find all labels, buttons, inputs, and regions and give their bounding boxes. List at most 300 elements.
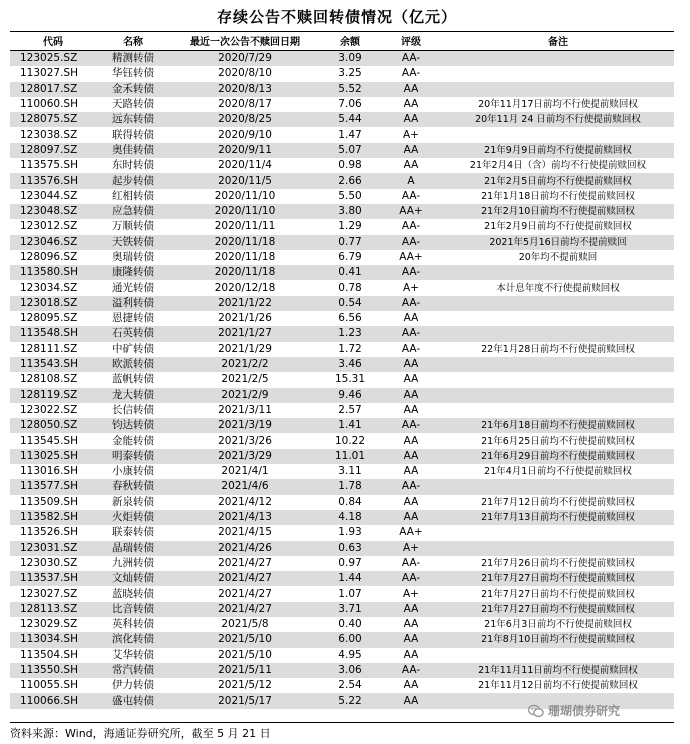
cell-code: 123044.SZ (10, 189, 96, 204)
cell-rating: AA+ (380, 204, 442, 219)
cell-code: 123025.SZ (10, 51, 96, 67)
cell-rating: AA (380, 693, 442, 708)
cell-balance: 6.00 (320, 632, 380, 647)
cell-date: 2021/2/9 (170, 388, 320, 403)
cell-rating: AA- (380, 479, 442, 494)
table-row (10, 602, 674, 617)
cell-note (442, 326, 674, 341)
cell-rating: AA (380, 495, 442, 510)
cell-rating: AA- (380, 342, 442, 357)
cell-note: 22年1月28日前均不行使提前赎回权 (442, 342, 674, 357)
cell-date: 2021/4/27 (170, 602, 320, 617)
cell-name: 通光转债 (96, 280, 170, 295)
header-row (10, 35, 674, 51)
cell-name: 龙大转债 (96, 388, 170, 403)
cell-balance: 0.63 (320, 541, 380, 556)
cell-name: 蓝帆转债 (96, 372, 170, 387)
cell-code: 113575.SH (10, 158, 96, 173)
cell-code: 123018.SZ (10, 296, 96, 311)
cell-rating: AA (380, 464, 442, 479)
table-row (10, 541, 674, 556)
table-row (10, 571, 674, 586)
cell-date: 2020/11/10 (170, 189, 320, 204)
cell-code: 123038.SZ (10, 127, 96, 142)
cell-date: 2020/9/11 (170, 143, 320, 158)
cell-rating: AA (380, 617, 442, 632)
cell-balance: 1.93 (320, 525, 380, 540)
cell-code: 123046.SZ (10, 235, 96, 250)
cell-date: 2021/1/27 (170, 326, 320, 341)
cell-rating: AA (380, 143, 442, 158)
cell-name: 盛屯转债 (96, 693, 170, 708)
cell-date: 2021/5/12 (170, 678, 320, 693)
cell-note: 21年7月26日前均不行使提前赎回权 (442, 556, 674, 571)
cell-balance: 1.07 (320, 586, 380, 601)
cell-note: 20年11月 24 日前均不行使提前赎回权 (442, 112, 674, 127)
cell-code: 123031.SZ (10, 541, 96, 556)
table-row (10, 525, 674, 540)
table-row (10, 388, 674, 403)
cell-date: 2020/8/17 (170, 97, 320, 112)
cell-code: 113537.SH (10, 571, 96, 586)
cell-rating: AA (380, 678, 442, 693)
table-row (10, 663, 674, 678)
cell-note (442, 541, 674, 556)
cell-name: 欧派转债 (96, 357, 170, 372)
cell-rating: AA (380, 82, 442, 97)
cell-date: 2020/8/10 (170, 66, 320, 81)
cell-date: 2021/1/29 (170, 342, 320, 357)
table-body (10, 51, 674, 709)
table-row (10, 311, 674, 326)
cell-balance: 0.84 (320, 495, 380, 510)
cell-note (442, 372, 674, 387)
cell-date: 2021/4/12 (170, 495, 320, 510)
cell-date: 2021/5/17 (170, 693, 320, 708)
cell-name: 红相转债 (96, 189, 170, 204)
cell-code: 113504.SH (10, 648, 96, 663)
cell-note: 21年2月4日（含）前均不行使提前赎回权 (442, 158, 674, 173)
cell-code: 128075.SZ (10, 112, 96, 127)
cell-code: 113509.SH (10, 495, 96, 510)
cell-code: 123029.SZ (10, 617, 96, 632)
cell-balance: 7.06 (320, 97, 380, 112)
cell-note (442, 311, 674, 326)
table-row (10, 51, 674, 67)
cell-code: 123027.SZ (10, 586, 96, 601)
cell-balance: 1.78 (320, 479, 380, 494)
cell-name: 比音转债 (96, 602, 170, 617)
cell-balance: 0.54 (320, 296, 380, 311)
cell-code: 128111.SZ (10, 342, 96, 357)
header-date: 最近一次公告不赎回日期 (170, 35, 320, 51)
cell-code: 123048.SZ (10, 204, 96, 219)
cell-balance: 3.25 (320, 66, 380, 81)
cell-date: 2021/2/2 (170, 357, 320, 372)
table-row (10, 326, 674, 341)
cell-code: 113027.SH (10, 66, 96, 81)
cell-rating: AA- (380, 571, 442, 586)
cell-balance: 3.80 (320, 204, 380, 219)
table-row (10, 495, 674, 510)
cell-note: 21年2月10日前均不行使提前赎回权 (442, 204, 674, 219)
cell-date: 2020/11/18 (170, 250, 320, 265)
cell-rating: A+ (380, 127, 442, 142)
cell-date: 2020/7/29 (170, 51, 320, 67)
table-container (10, 35, 674, 709)
cell-rating: AA- (380, 235, 442, 250)
cell-name: 起步转债 (96, 173, 170, 188)
table-row (10, 556, 674, 571)
cell-date: 2020/11/11 (170, 219, 320, 234)
table-row (10, 479, 674, 494)
table-row (10, 280, 674, 295)
cell-code: 110066.SH (10, 693, 96, 708)
cell-name: 金能转债 (96, 433, 170, 448)
cell-date: 2020/8/13 (170, 82, 320, 97)
cell-name: 春秋转债 (96, 479, 170, 494)
table-row (10, 235, 674, 250)
cell-rating: A+ (380, 586, 442, 601)
header-code: 代码 (10, 35, 96, 51)
cell-balance: 1.29 (320, 219, 380, 234)
cell-note (442, 265, 674, 280)
cell-balance: 2.54 (320, 678, 380, 693)
cell-rating: AA (380, 388, 442, 403)
cell-date: 2021/1/26 (170, 311, 320, 326)
cell-name: 天路转债 (96, 97, 170, 112)
cell-note: 21年7月12日前均不行使提前赎回权 (442, 495, 674, 510)
table-row (10, 143, 674, 158)
cell-rating: AA+ (380, 250, 442, 265)
cell-code: 128096.SZ (10, 250, 96, 265)
cell-name: 天铁转债 (96, 235, 170, 250)
top-rule (10, 31, 674, 32)
cell-note: 21年7月27日前均不行使提前赎回权 (442, 571, 674, 586)
cell-rating: AA (380, 97, 442, 112)
cell-note: 21年6月18日前均不行使提前赎回权 (442, 418, 674, 433)
cell-balance: 0.77 (320, 235, 380, 250)
cell-name: 万顺转债 (96, 219, 170, 234)
cell-rating: AA- (380, 51, 442, 67)
cell-balance: 3.71 (320, 602, 380, 617)
cell-name: 钧达转债 (96, 418, 170, 433)
cell-note (442, 648, 674, 663)
cell-balance: 6.79 (320, 250, 380, 265)
cell-name: 东时转债 (96, 158, 170, 173)
cell-note (442, 127, 674, 142)
cell-rating: AA- (380, 418, 442, 433)
table-row (10, 189, 674, 204)
cell-code: 113526.SH (10, 525, 96, 540)
cell-balance: 3.06 (320, 663, 380, 678)
cell-name: 联得转债 (96, 127, 170, 142)
cell-note: 21年7月13日前均不行使提前赎回权 (442, 510, 674, 525)
cell-note: 21年8月10日前均不行使提前赎回权 (442, 632, 674, 647)
cell-name: 金禾转债 (96, 82, 170, 97)
table-row (10, 403, 674, 418)
cell-rating: AA- (380, 326, 442, 341)
cell-name: 中矿转债 (96, 342, 170, 357)
cell-name: 联泰转债 (96, 525, 170, 540)
cell-balance: 3.09 (320, 51, 380, 67)
cell-balance: 10.22 (320, 433, 380, 448)
cell-balance: 15.31 (320, 372, 380, 387)
cell-code: 113016.SH (10, 464, 96, 479)
cell-code: 128119.SZ (10, 388, 96, 403)
cell-balance: 4.18 (320, 510, 380, 525)
table-row (10, 586, 674, 601)
cell-balance: 0.40 (320, 617, 380, 632)
cell-name: 恩捷转债 (96, 311, 170, 326)
cell-note: 21年11月12日前均不行使提前赎回权 (442, 678, 674, 693)
cell-date: 2020/9/10 (170, 127, 320, 142)
cell-rating: AA (380, 311, 442, 326)
cell-date: 2021/4/6 (170, 479, 320, 494)
table-row (10, 127, 674, 142)
cell-balance: 4.95 (320, 648, 380, 663)
table-row (10, 265, 674, 280)
cell-name: 应急转债 (96, 204, 170, 219)
watermark (528, 702, 620, 719)
cell-date: 2020/8/25 (170, 112, 320, 127)
table-row (10, 632, 674, 647)
cell-code: 123012.SZ (10, 219, 96, 234)
cell-name: 新泉转债 (96, 495, 170, 510)
cell-balance: 5.44 (320, 112, 380, 127)
cell-note: 2021年5月16日前均不提前赎回 (442, 235, 674, 250)
table-row (10, 648, 674, 663)
table-row (10, 296, 674, 311)
cell-note: 21年6月29日前均不行使提前赎回权 (442, 449, 674, 464)
cell-rating: AA (380, 449, 442, 464)
cell-date: 2021/3/11 (170, 403, 320, 418)
cell-note: 21年7月27日前均不行使提前赎回权 (442, 586, 674, 601)
cell-name: 晶瑞转债 (96, 541, 170, 556)
cell-date: 2020/11/10 (170, 204, 320, 219)
cell-date: 2021/3/29 (170, 449, 320, 464)
cell-code: 128113.SZ (10, 602, 96, 617)
cell-name: 奥瑞转债 (96, 250, 170, 265)
cell-date: 2021/4/27 (170, 556, 320, 571)
cell-code: 113025.SH (10, 449, 96, 464)
cell-code: 113034.SH (10, 632, 96, 647)
cell-date: 2020/11/18 (170, 265, 320, 280)
cell-code: 110060.SH (10, 97, 96, 112)
cell-date: 2021/5/10 (170, 632, 320, 647)
cell-balance: 0.78 (320, 280, 380, 295)
cell-code: 123034.SZ (10, 280, 96, 295)
cell-name: 蓝晓转债 (96, 586, 170, 601)
cell-balance: 1.47 (320, 127, 380, 142)
cell-note (442, 525, 674, 540)
table-row (10, 173, 674, 188)
cell-balance: 1.41 (320, 418, 380, 433)
cell-name: 文灿转债 (96, 571, 170, 586)
bottom-rule (10, 722, 674, 723)
watermark-text: 珊瑚债券研究 (548, 704, 621, 718)
cell-rating: AA (380, 357, 442, 372)
cell-balance: 0.41 (320, 265, 380, 280)
cell-name: 长信转债 (96, 403, 170, 418)
table-row (10, 112, 674, 127)
cell-note: 21年1月18日前均不行使提前赎回权 (442, 189, 674, 204)
cell-name: 滨化转债 (96, 632, 170, 647)
cell-date: 2021/5/10 (170, 648, 320, 663)
cell-rating: AA (380, 648, 442, 663)
cell-note: 21年2月5日前均不行使提前赎回权 (442, 173, 674, 188)
cell-date: 2020/12/18 (170, 280, 320, 295)
cell-note: 21年6月25日前均不行使提前赎回权 (442, 433, 674, 448)
cell-balance: 3.46 (320, 357, 380, 372)
cell-date: 2021/4/27 (170, 571, 320, 586)
cell-note: 21年6月3日前均不行使提前赎回权 (442, 617, 674, 632)
cell-code: 128017.SZ (10, 82, 96, 97)
cell-rating: AA- (380, 189, 442, 204)
cell-note: 20年均不提前赎回 (442, 250, 674, 265)
cell-name: 常汽转债 (96, 663, 170, 678)
cell-note: 21年11月11日前均不行使提前赎回权 (442, 663, 674, 678)
cell-name: 火炬转债 (96, 510, 170, 525)
cell-note (442, 479, 674, 494)
cell-name: 远东转债 (96, 112, 170, 127)
cell-name: 艾华转债 (96, 648, 170, 663)
cell-note (442, 357, 674, 372)
cell-rating: AA- (380, 296, 442, 311)
cell-rating: AA- (380, 265, 442, 280)
cell-date: 2021/4/26 (170, 541, 320, 556)
source-note: 资料来源：Wind，海通证券研究所，截至 5 月 21 日 (10, 727, 271, 740)
cell-name: 奥佳转债 (96, 143, 170, 158)
cell-note (442, 403, 674, 418)
cell-date: 2021/4/1 (170, 464, 320, 479)
cell-rating: AA (380, 632, 442, 647)
cell-name: 九洲转债 (96, 556, 170, 571)
table-row (10, 82, 674, 97)
table-row (10, 250, 674, 265)
cell-code: 113550.SH (10, 663, 96, 678)
cell-rating: AA (380, 403, 442, 418)
cell-date: 2021/4/13 (170, 510, 320, 525)
cell-name: 石英转债 (96, 326, 170, 341)
cell-date: 2021/3/19 (170, 418, 320, 433)
cell-date: 2021/3/26 (170, 433, 320, 448)
cell-rating: AA (380, 112, 442, 127)
cell-rating: AA (380, 158, 442, 173)
cell-note (442, 388, 674, 403)
cell-rating: AA- (380, 219, 442, 234)
cell-code: 113543.SH (10, 357, 96, 372)
cell-balance: 5.52 (320, 82, 380, 97)
cell-name: 华钰转债 (96, 66, 170, 81)
cell-code: 113582.SH (10, 510, 96, 525)
cell-date: 2020/11/18 (170, 235, 320, 250)
table-row (10, 464, 674, 479)
cell-name: 明泰转债 (96, 449, 170, 464)
cell-name: 伊力转债 (96, 678, 170, 693)
table-row (10, 449, 674, 464)
table-row (10, 66, 674, 81)
cell-balance: 1.23 (320, 326, 380, 341)
cell-code: 113576.SH (10, 173, 96, 188)
cell-note: 20年11月17日前均不行使提前赎回权 (442, 97, 674, 112)
cell-note: 21年4月1日前均不行使提前赎回权 (442, 464, 674, 479)
cell-name: 英科转债 (96, 617, 170, 632)
header-rating: 评级 (380, 35, 442, 51)
table-row (10, 357, 674, 372)
cell-balance: 5.07 (320, 143, 380, 158)
cell-balance: 2.57 (320, 403, 380, 418)
table-row (10, 219, 674, 234)
cell-name: 康隆转债 (96, 265, 170, 280)
cell-rating: AA- (380, 556, 442, 571)
cell-note (442, 82, 674, 97)
cell-rating: AA (380, 433, 442, 448)
bond-table (10, 35, 674, 709)
cell-balance: 2.66 (320, 173, 380, 188)
cell-balance: 5.22 (320, 693, 380, 708)
table-row (10, 510, 674, 525)
table-row (10, 158, 674, 173)
table-row (10, 97, 674, 112)
cell-balance: 1.72 (320, 342, 380, 357)
cell-balance: 6.56 (320, 311, 380, 326)
table-row (10, 342, 674, 357)
cell-rating: A (380, 173, 442, 188)
cell-balance: 5.50 (320, 189, 380, 204)
cell-rating: AA+ (380, 525, 442, 540)
cell-code: 113580.SH (10, 265, 96, 280)
cell-code: 128097.SZ (10, 143, 96, 158)
table-title: 存续公告不赎回转债情况（亿元） (216, 8, 457, 26)
cell-balance: 0.98 (320, 158, 380, 173)
cell-note (442, 51, 674, 67)
cell-code: 128095.SZ (10, 311, 96, 326)
table-row (10, 617, 674, 632)
cell-note: 21年9月9日前均不行使提前赎回权 (442, 143, 674, 158)
table-row (10, 204, 674, 219)
cell-note: 本计息年度不行使提前赎回权 (442, 280, 674, 295)
header-note: 备注 (442, 35, 674, 51)
cell-code: 128108.SZ (10, 372, 96, 387)
table-row (10, 433, 674, 448)
header-name: 名称 (96, 35, 170, 51)
cell-code: 113545.SH (10, 433, 96, 448)
cell-date: 2020/11/4 (170, 158, 320, 173)
cell-note (442, 66, 674, 81)
cell-balance: 9.46 (320, 388, 380, 403)
header-balance: 余额 (320, 35, 380, 51)
cell-date: 2020/11/5 (170, 173, 320, 188)
cell-balance: 1.44 (320, 571, 380, 586)
cell-date: 2021/2/5 (170, 372, 320, 387)
table-row (10, 372, 674, 387)
cell-code: 128050.SZ (10, 418, 96, 433)
cell-date: 2021/4/15 (170, 525, 320, 540)
cell-date: 2021/1/22 (170, 296, 320, 311)
wechat-icon (528, 704, 544, 718)
cell-rating: A+ (380, 541, 442, 556)
cell-balance: 11.01 (320, 449, 380, 464)
cell-date: 2021/4/27 (170, 586, 320, 601)
cell-rating: AA (380, 510, 442, 525)
cell-balance: 3.11 (320, 464, 380, 479)
cell-date: 2021/5/11 (170, 663, 320, 678)
cell-rating: AA (380, 602, 442, 617)
cell-name: 小康转债 (96, 464, 170, 479)
cell-rating: AA- (380, 66, 442, 81)
cell-code: 110055.SH (10, 678, 96, 693)
